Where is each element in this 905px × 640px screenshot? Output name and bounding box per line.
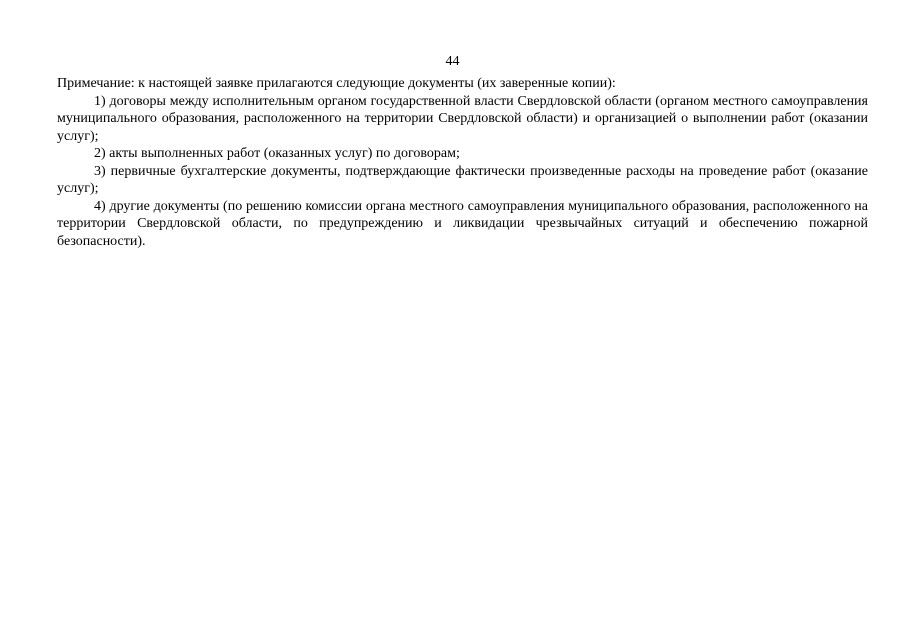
- note-item-3: 3) первичные бухгалтерские документы, подтверждающие фактически произведенные расходы на проведение работ (оказание услуг);: [57, 163, 868, 196]
- note-section: [57, 75, 868, 250]
- note-title: Примечание: к настоящей заявке прилагаются следующие документы (их заверенные копии):: [57, 76, 616, 91]
- note-item-1: 1) договоры между исполнительным органом государственной власти Свердловской области (органом местного самоуправления муниципального образования, расположенного на территории Свердловской области) и организацией о выполнении работ (оказании услуг);: [57, 93, 868, 144]
- note-item-2: 2) акты выполненных работ (оказанных услуг) по договорам;: [94, 146, 460, 161]
- page-number: 44: [445, 54, 460, 69]
- note-item-4: 4) другие документы (по решению комиссии органа местного самоуправления муниципального образования, расположенного на территории Свердловской области, по предупреждению и ликвидации чрезвычайных ситуаций и обеспечению пожарной безопасности).: [57, 198, 868, 249]
